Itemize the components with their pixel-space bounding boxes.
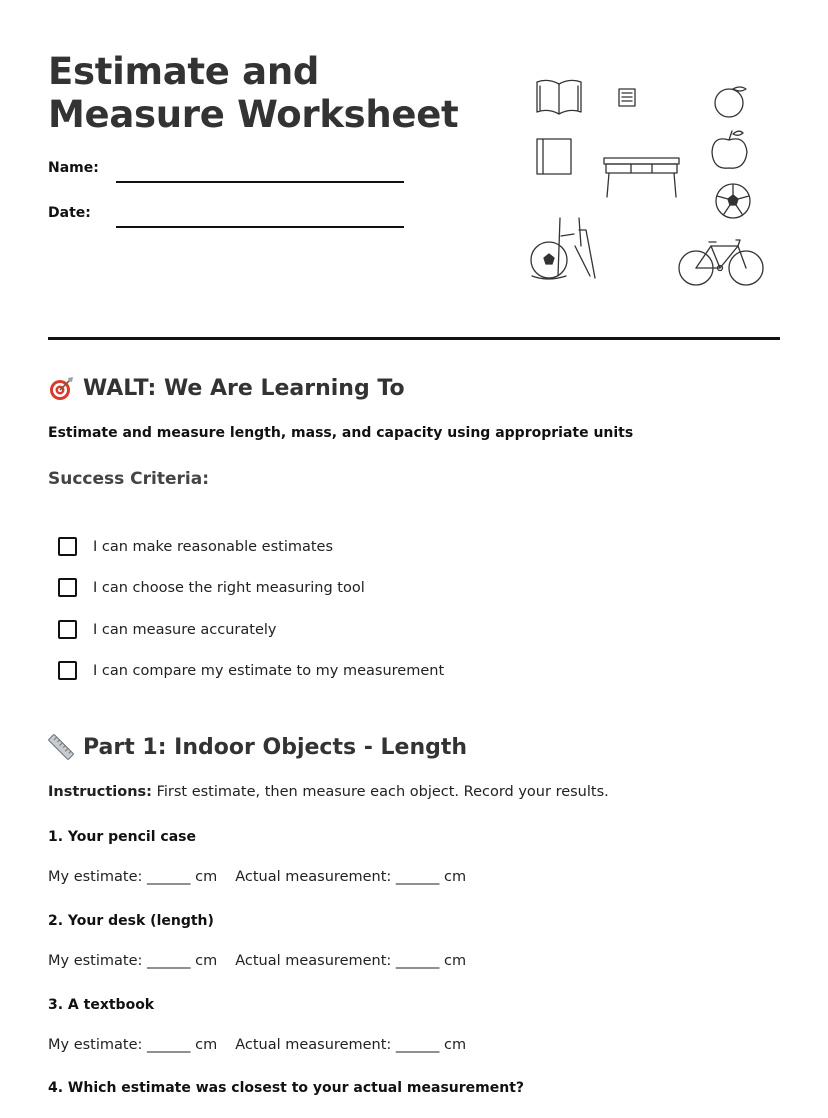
criteria-item bbox=[58, 661, 444, 680]
answer-line bbox=[48, 953, 466, 969]
book-icon bbox=[537, 80, 581, 114]
criteria-item bbox=[58, 537, 333, 556]
target-icon bbox=[48, 375, 74, 401]
question-label: 2. Your desk (length) bbox=[48, 913, 214, 929]
apple-icon bbox=[712, 131, 747, 168]
slide-icon bbox=[531, 218, 595, 279]
section-divider bbox=[48, 337, 780, 340]
ruler-icon bbox=[48, 734, 74, 760]
name-line[interactable] bbox=[116, 181, 404, 183]
estimate-field[interactable]: My estimate: ______ cm bbox=[48, 953, 218, 969]
name-label: Name: bbox=[48, 160, 99, 176]
estimate-field[interactable]: My estimate: ______ cm bbox=[48, 1037, 218, 1053]
folder-icon bbox=[537, 139, 571, 174]
orange-icon bbox=[715, 87, 746, 117]
walt-goal: Estimate and measure length, mass, and capacity using appropriate units bbox=[48, 425, 634, 441]
note-icon bbox=[619, 89, 635, 106]
soccer-ball-icon bbox=[716, 184, 750, 218]
actual-field[interactable]: Actual measurement: ______ cm bbox=[235, 1037, 467, 1053]
question-label: 3. A textbook bbox=[48, 997, 155, 1013]
criteria-label: I can make reasonable estimates bbox=[93, 538, 334, 555]
success-criteria-heading: Success Criteria: bbox=[48, 469, 210, 489]
criteria-label: I can measure accurately bbox=[93, 621, 277, 638]
date-line[interactable] bbox=[116, 226, 404, 228]
part1-heading-text: Part 1: Indoor Objects - Length bbox=[83, 734, 468, 760]
answer-line bbox=[48, 869, 466, 885]
criteria-checkbox[interactable] bbox=[58, 620, 77, 639]
worksheet-title: Estimate and Measure Worksheet bbox=[48, 50, 459, 136]
instructions bbox=[48, 784, 609, 800]
walt-heading-text: WALT: We Are Learning To bbox=[83, 375, 405, 401]
clipart-group bbox=[520, 70, 780, 300]
criteria-checkbox[interactable] bbox=[58, 537, 77, 556]
table-icon bbox=[604, 158, 679, 197]
answer-line bbox=[48, 1037, 466, 1053]
estimate-field[interactable]: My estimate: ______ cm bbox=[48, 869, 218, 885]
date-label: Date: bbox=[48, 205, 91, 221]
criteria-checkbox[interactable] bbox=[58, 578, 77, 597]
criteria-label: I can compare my estimate to my measurement bbox=[93, 662, 445, 679]
actual-field[interactable]: Actual measurement: ______ cm bbox=[235, 869, 467, 885]
criteria-item bbox=[58, 578, 365, 597]
question-label: 1. Your pencil case bbox=[48, 829, 196, 845]
question-label: 4. Which estimate was closest to your actual measurement? bbox=[48, 1080, 525, 1096]
actual-field[interactable]: Actual measurement: ______ cm bbox=[235, 953, 467, 969]
criteria-item bbox=[58, 620, 276, 639]
part1-heading bbox=[48, 734, 467, 760]
instructions-label: Instructions: bbox=[48, 784, 152, 800]
walt-heading bbox=[48, 375, 405, 401]
criteria-checkbox[interactable] bbox=[58, 661, 77, 680]
instructions-text: First estimate, then measure each object. Record your results. bbox=[151, 784, 609, 800]
bicycle-icon bbox=[679, 240, 763, 285]
criteria-label: I can choose the right measuring tool bbox=[93, 579, 365, 596]
